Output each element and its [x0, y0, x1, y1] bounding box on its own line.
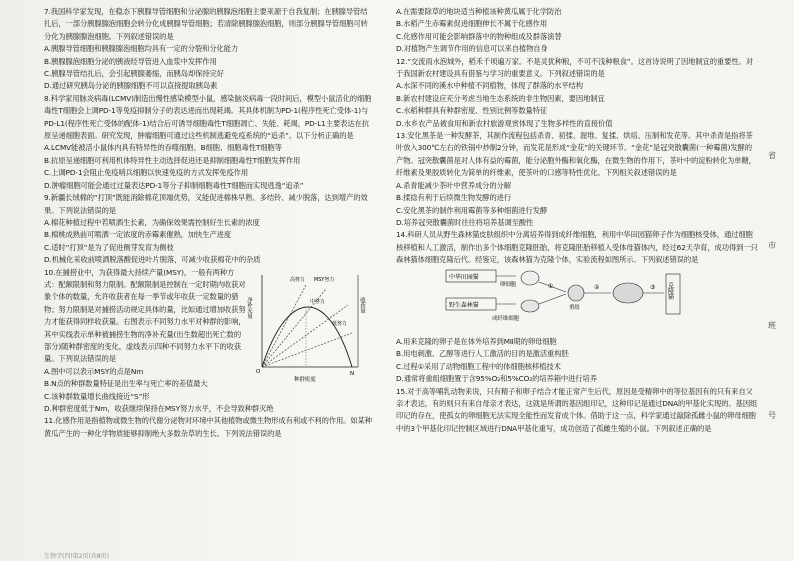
q10-option-d: D.种群密度低于Nm，收获继续保持在MSY努力水平，不会导致种群灭绝 — [44, 404, 274, 413]
q13-option-a: A.杀青能减少茶叶中营养成分的分解 — [396, 180, 511, 190]
curve-label-high: 高努力 — [290, 276, 305, 283]
q11-option-a: A.在需要除草的地块适当种植该种黄瓜属于化学防治 — [396, 7, 562, 16]
label-wild-cat: 野生森林猫 — [449, 301, 479, 309]
q7-option-a: A.胰腺导管细胞和胰腺腺泡细胞均具有一定的分裂和分化能力 — [44, 44, 239, 54]
chart-origin-label: O — [256, 368, 261, 375]
q9-option-c: C.适时“打顶”是为了促进侧芽发育为侧枝 — [44, 242, 174, 252]
label-recon: 重组 — [569, 304, 580, 311]
q11-option-c: C.化感作用可能会影响群落中的物种组成及群落演替 — [396, 31, 562, 41]
q12-option-d: D.水乡农产品被食用和新农村旅游观赏体现了生物多样性的直接价值 — [396, 118, 613, 128]
chart-xlabel: 种群密度 — [294, 376, 316, 383]
q7-option-b: B.胰腺腺泡细胞分泌的胰液经导管进入血浆中发挥作用 — [44, 56, 217, 66]
question-9-stem: 9.新疆长绒棉的“打顶”既能消除棉花顶端优势，又能促进棉株早熟、多结铃、减少脱落，达到增产的效果。下列说法错误的是 — [44, 193, 368, 215]
step-3-label: ③ — [650, 283, 656, 291]
margin-mark-1: 省 — [768, 151, 776, 160]
question-13-stem: 13.安化黑茶是一种发酵茶，其制作流程包括杀青、初揉、渥堆、复揉、烘焙、压制和发花等。其中杀青是指将茶叶放入300℃左右的铁锅中炒制2分钟，而发花是形成“金花”的关键环节。“金花”是冠突散囊菌(一种霉菌)发酵的产物。冠突散囊菌是对人体有益的霉菌，能分泌胞外酶和氧化酶，在微生物的作用下，茶叶中的淀粉转化为单糖，纤维素及果胶质转化为简单的纤维素，使茶叶的口感等特性优化。下列相关叙述错误的是 — [396, 131, 756, 178]
margin-mark-2: 市 — [768, 241, 776, 250]
q8-option-a: A.LCMV能被活小鼠体内具有特异性的吞噬细胞、B细胞、细胞毒性T细胞等 — [44, 143, 282, 153]
margin-mark-4: 号 — [768, 411, 776, 420]
egg-cell — [521, 271, 539, 285]
question-14-stem: 14.科研人员从野生森林猫皮肤组织中分离培养得到成纤维细胞，利用中华田园猫卵子作为细胞核受体，通过细胞核移植和人工激活，制作出多个体细胞克隆胚胎，将克隆胚胎移植入受体母猫体内，经过62天孕育，成功得到一只森林猫体细胞克隆后代。经鉴定，该森林猫为克隆个体，实验流程如图所示。下列叙述错误的是 — [396, 230, 758, 265]
surrogate-cat — [613, 283, 643, 303]
curve-label-mid: 中努力 — [310, 298, 325, 305]
net-recruitment-curve — [262, 307, 352, 367]
chart-ylabel-left: 净补充量 — [246, 296, 252, 319]
q12-option-b: B.新农村建设应充分考虑当地生态系统的非生物因素，要因地制宜 — [396, 93, 605, 103]
curve-label-msy: MSY努力 — [314, 276, 335, 283]
q9-option-b: B.棉桃成熟前可喷洒一定浓度的赤霉素催熟，加快生产进度 — [44, 230, 232, 240]
q13-option-d: D.培养冠突散囊菌时往往将培养基调至酸性 — [396, 217, 534, 227]
q14-option-c: C.过程①采用了动物细胞工程中的体细胞核移植技术 — [396, 361, 561, 371]
q9-option-d: D.机械化采收前喷洒脱落酸促进叶片脱落，可减少收获棉花中的杂质 — [44, 255, 261, 265]
cloning-flow-diagram — [396, 268, 758, 330]
q13-option-b: B.揉捻有利于后续微生物发酵的进行 — [396, 193, 512, 203]
label-fibroblast: 成纤维细胞 — [492, 315, 520, 322]
label-domestic-cat: 中华田园猫 — [449, 273, 479, 281]
fibroblast-cell — [521, 300, 539, 312]
chart-n-label: N — [350, 370, 355, 377]
curve-label-low: 低努力 — [332, 320, 347, 327]
q11-option-b: B.水稻产生赤霉素促进细胞伸长不属于化感作用 — [396, 19, 548, 29]
q8-option-b: B.抗原呈递细胞可利用机体特异性主动选择促进还是抑制细胞毒性T细胞发挥作用 — [44, 155, 301, 165]
chart-ylabel-right: 收获量 — [359, 296, 365, 313]
step-1-label: ① — [548, 282, 554, 290]
step-2-label: ② — [594, 283, 600, 291]
question-12-stem: 12.“交流雨水泡城外，稻禾千顷遍万家。不是灵犹种粮，不可不浅种粮食”。这首诗说明了因地制宜的重要性。对于我国新农村建设具有借鉴与学习的重要意义。下列叙述错误的是 — [396, 56, 753, 79]
q9-option-a: A.棉花种植过程中若喷洒生长素，为确保效果需控制好生长素的浓度 — [44, 217, 260, 227]
yield-effort-chart — [248, 267, 372, 385]
q12-option-a: A.水深不同的溪水中种植不同植物，体现了群落的水平结构 — [396, 81, 583, 91]
question-10-stem: 10.在捕捞业中，为获得最大持续产量(MSY)，一般有两种方式：配额限制和努力限制。配额限制是控制在一定时期内收获对象个体的数量，允许收获者在每一季节或年收获一定数量的猎物；努力限制是对捕捞活动规定具体的量，比如通过增加收获努力才能获得同样收获量。右图表示不同努力水平对种群的影响，其中实线表示单种被捕捞生物的净补充量(出生数超出死亡数的部分)随种群密度的变化，虚线表示四种不同努力水平下的收获量。下列说法错误的是 — [44, 267, 246, 364]
q14-option-d: D.通常将重组细胞置于含95%O₂和5%CO₂的培养箱中进行培养 — [396, 374, 597, 384]
q10-option-c: C.该种群数量增长曲线接近“S”形 — [44, 391, 150, 401]
question-7-stem: 7.我国科学家发现，在稳态下胰腺导管细胞和分泌腺的胰腺泡细胞主要来源于自我复制；在胰腺导管结扎后，一部分胰腺腺泡细胞会转分化成胰腺导管细胞；若清除胰腺腺泡细胞，则部分胰腺导管细胞可转分化为胰腺腺泡细胞。下列叙述错误的是 — [44, 7, 368, 41]
label-clone-cat: 克隆猫 — [666, 281, 674, 300]
q11-option-d: D.对植物产生调节作用的信息可以来自植物自身 — [396, 44, 548, 54]
effort-line-high — [262, 285, 306, 367]
q8-option-d: D.肿瘤细胞可能会通过过量表达PD-1等分子抑制细胞毒性T细胞而实现逃逸“追杀” — [44, 180, 304, 190]
reconstructed-embryo — [568, 285, 584, 301]
q10-option-b: B.N点的种群数量特征是出生率与死亡率的差值最大 — [44, 379, 208, 389]
q13-option-c: C.安化黑茶的制作利用霉菌等多种细菌进行发酵 — [396, 205, 548, 215]
right-column — [396, 6, 758, 435]
q8-option-c: C.上调PD-1会阻止免疫哨兵细胞以快速免疫的方式发挥免疫作用 — [44, 168, 249, 178]
label-egg: 卵细胞 — [500, 281, 517, 288]
q14-option-b: B.用电刺激、乙醇等进行人工激活的目的是激活重构胚 — [396, 349, 569, 359]
question-8-stem: 8.科学家用脉炎病毒(LCMV)制造出慢性感染模型小鼠，感染脑炎病毒一段时间后，模型小鼠活化的细胞毒性T细胞会上调PD-1等免疫抑制分子的表达进而出现耗竭。其具体机制为PD-1(程序性死亡受体-1)与PD-L1(程序性死亡受体的配体-1)结合后可诱导细胞毒性T细胞凋亡、失能、耗竭，PD-L1主要表达在抗原呈递细胞表面。研究发现，肿瘤细胞可通过这些机制逃避免疫系统的“追杀”。以下分析正确的是 — [44, 93, 372, 141]
q14-option-a: A.用来克隆的卵子是在体外培养到MⅡ期的卵母细胞 — [396, 336, 557, 346]
margin-mark-3: 班 — [768, 321, 776, 330]
binding-margin — [764, 0, 794, 561]
q7-option-c: C.胰腺导管结扎后，会引起胰腺萎缩，而胰岛却保持完好 — [44, 69, 224, 79]
q7-option-d: D.通过研究胰岛分泌的胰腺细胞不可以直接提取胰岛素 — [44, 81, 218, 91]
left-column — [44, 6, 372, 440]
q12-option-c: C.水稻种群具有种群密度、性别比例等数量特征 — [396, 106, 548, 116]
page-footer: 生物学(四)第2页(共8页) — [44, 553, 109, 560]
question-11-stem: 11.化感作用是指植物或微生物的代谢分泌物对环境中其他植物或微生物形成有利或不利的作用。如某种黄瓜产生的一种化学物质能够抑制绝大多数杂草的生长。下列说法错误的是 — [44, 416, 372, 438]
question-15-stem: 15.对于高等哺乳动物来说，只有精子和卵子结合才能正常产生后代，原因是受精卵中的等位基因有的只有来自父亲才表达，有的则只有来自母亲才表达，这就是所谓的基因组印记，这种印记是通过DNA的甲基化实现的。基因组印记的存在，使孤女的卵细胞无法实现全能性而发育成个体。借助于这一点，科学家通过敲除孤雌小鼠的卵母细胞中的3个甲基化印记控制区域进行DNA甲基化重写，成功创造了孤雌生殖的小鼠。下列叙述正确的是 — [396, 386, 758, 433]
q10-option-a: A.图中可以表示MSY的点是Nm — [44, 366, 144, 376]
